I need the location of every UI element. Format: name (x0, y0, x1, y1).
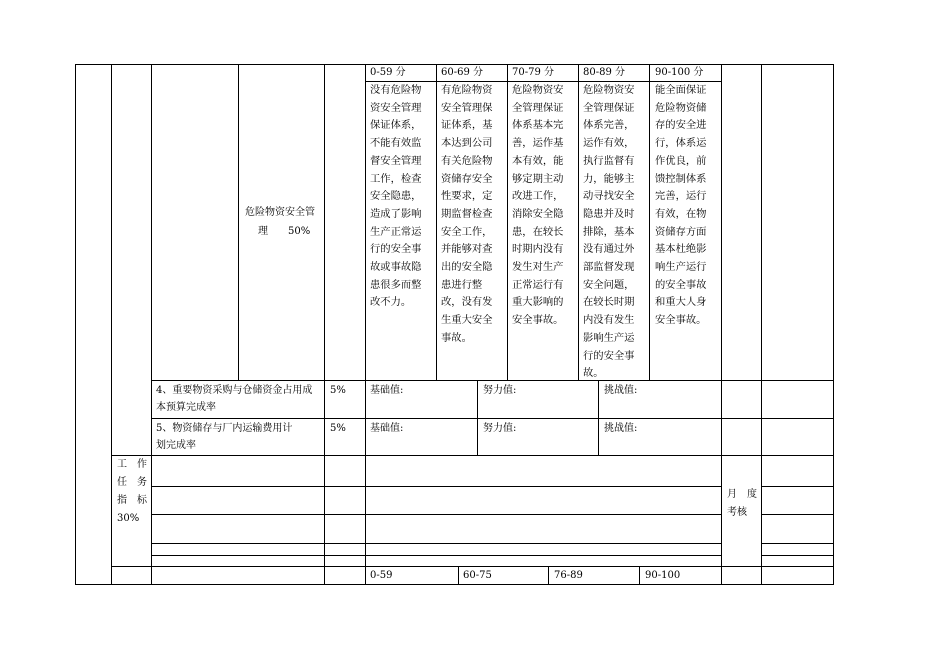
col-divider-weight-left (324, 64, 325, 585)
range-divider-1 (458, 566, 459, 585)
blank-row-1-bottom (151, 486, 721, 487)
monthly-review-line2: 考核 (727, 507, 747, 518)
desc-line: 影响生产运 (583, 331, 635, 344)
desc-line: 期监督检查 (441, 207, 493, 220)
desc-line: 部监督发现 (583, 261, 635, 274)
desc-line: 行，体系运 (655, 137, 707, 150)
desc-line: 资储存安全 (441, 172, 493, 185)
desc-line: 保证体系， (370, 119, 422, 132)
indicator4-row-bottom (151, 418, 834, 419)
score-col-divider-1 (436, 64, 437, 381)
desc-line: 造成了影响 (370, 207, 422, 220)
table-left-border (75, 64, 76, 585)
desc-90-100 (655, 82, 719, 330)
desc-60-69 (441, 82, 505, 348)
blank-row-2-bottom (151, 514, 721, 515)
indicator5-name-line2: 划完成率 (156, 440, 196, 451)
indicator5-weight: 5% (330, 423, 346, 434)
desc-line: 本达到公司 (441, 137, 493, 150)
desc-line: 没有危险物 (370, 84, 422, 96)
desc-line: 证体系，基 (441, 119, 493, 132)
target-divider-2 (598, 380, 599, 456)
blank-row-3-bottom-right (761, 543, 834, 544)
desc-line: 资储存方面 (655, 225, 707, 238)
score-header-60-69: 60-69 分 (441, 67, 484, 78)
desc-80-89 (583, 82, 647, 383)
desc-line: 馈控制体系 (655, 172, 707, 185)
desc-line: 不能有效监 (370, 137, 422, 150)
bottom-range-76-89: 76-89 (554, 570, 583, 581)
desc-line: 的安全事故 (655, 278, 707, 291)
desc-line: 有关危险物 (441, 154, 493, 167)
desc-line: 消除安全隐 (512, 207, 564, 220)
desc-line: 安全隐患， (370, 190, 422, 203)
indicator5-challenge-value: 挑战值: (604, 423, 638, 434)
desc-0-59 (370, 82, 434, 312)
hazard-label-line2: 理 50% (258, 226, 311, 237)
desc-line: 全管理保证 (583, 101, 635, 114)
desc-line: 体系完善， (583, 119, 635, 132)
desc-line: 力，能够主 (583, 172, 635, 185)
desc-line: 改进工作， (512, 190, 564, 203)
score-col-divider-3 (578, 64, 579, 381)
indicator5-effort-value: 努力值: (483, 423, 517, 434)
monthly-review-line1: 月 度 (727, 489, 757, 500)
indicator5-name-line1: 5、物资储存与厂内运输费用计 (156, 423, 293, 434)
indicator4-name-line1: 4、重要物资采购与仓储资金占用成 (156, 385, 313, 396)
desc-line: 运作有效， (583, 137, 635, 150)
desc-line: 工作，检查 (370, 172, 422, 185)
desc-line: 善，运作基 (512, 137, 564, 150)
work-task-line3: 指 标 (117, 495, 147, 506)
blank-row-4-bottom-right (761, 555, 834, 556)
desc-line: 生重大安全 (441, 314, 493, 327)
desc-line: 故或事故隐 (370, 261, 422, 274)
range-divider-3 (639, 566, 640, 585)
desc-line: 生产正常运 (370, 225, 422, 238)
indicator4-weight: 5% (330, 385, 346, 396)
work-task-line1: 工 作 (117, 459, 147, 470)
desc-line: 发生对生产 (512, 261, 564, 274)
score-col-divider-4 (649, 64, 650, 381)
desc-line: 和重大人身 (655, 296, 707, 309)
desc-line: 作优良，前 (655, 154, 707, 167)
blank-row-2-bottom-right (761, 514, 834, 515)
col-divider-review-left (721, 64, 722, 585)
desc-line: 性要求，定 (441, 190, 493, 203)
hazard-label-line1: 危险物资安全管 (245, 207, 315, 218)
desc-line: 患很多而整 (370, 278, 422, 291)
desc-line: 改不力。 (370, 296, 412, 309)
target-divider-1 (477, 380, 478, 456)
indicator4-base-value: 基础值: (370, 385, 404, 396)
desc-line: 安全事故。 (512, 314, 564, 327)
bottom-range-60-75: 60-75 (463, 570, 492, 581)
score-header-90-100: 90-100 分 (655, 67, 704, 78)
score-header-70-79: 70-79 分 (512, 67, 555, 78)
score-col-divider-2 (507, 64, 508, 381)
desc-line: 没有通过外 (583, 243, 635, 256)
desc-70-79 (512, 82, 576, 330)
col-divider-hazard-label (238, 64, 239, 381)
desc-line: 执行监督有 (583, 154, 635, 167)
desc-line: 体系基本完 (512, 119, 564, 132)
desc-line: 行的安全事 (583, 349, 635, 362)
desc-line: 本有效，能 (512, 154, 564, 167)
desc-line: 安全工作， (441, 225, 493, 238)
desc-line: 在较长时期 (583, 296, 635, 309)
desc-line: 危险物资储 (655, 101, 707, 114)
desc-line: 基本杜绝影 (655, 243, 707, 256)
blank-row-4-bottom (151, 555, 721, 556)
desc-line: 有危险物资 (441, 84, 493, 96)
desc-line: 安全事故。 (655, 314, 707, 327)
desc-line: 够定期主动 (512, 172, 564, 185)
desc-line: 资安全管理 (370, 101, 422, 114)
blank-row-1-bottom-right (761, 486, 834, 487)
desc-line: 排除，基本 (583, 225, 635, 238)
desc-line: 有效，在物 (655, 207, 707, 220)
indicator5-row-bottom (111, 455, 834, 456)
range-divider-2 (548, 566, 549, 585)
indicator4-name-line2: 本预算完成率 (156, 402, 216, 413)
desc-line: 危险物资安 (512, 84, 564, 96)
desc-line: 正常运行有 (512, 278, 564, 291)
desc-line: 故。 (583, 367, 604, 380)
col-divider-1 (111, 64, 112, 585)
desc-line: 安全问题， (583, 278, 635, 291)
indicator4-effort-value: 努力值: (483, 385, 517, 396)
table-right-border (833, 64, 834, 585)
col-divider-review-right (761, 64, 762, 585)
desc-line: 全管理保证 (512, 101, 564, 114)
desc-line: 能全面保证 (655, 84, 707, 96)
desc-line: 并能够对查 (441, 243, 493, 256)
score-header-0-59: 0-59 分 (370, 67, 406, 78)
desc-line: 完善，运行 (655, 190, 707, 203)
desc-line: 安全管理保 (441, 101, 493, 114)
desc-line: 事故。 (441, 331, 472, 344)
work-task-block-bottom (111, 566, 834, 567)
desc-line: 改，没有发 (441, 296, 493, 309)
blank-row-3-bottom (151, 543, 721, 544)
hazard-row-bottom (151, 380, 834, 381)
col-divider-2 (151, 64, 152, 585)
desc-line: 内没有发生 (583, 314, 635, 327)
indicator4-challenge-value: 挑战值: (604, 385, 638, 396)
desc-line: 动寻找安全 (583, 190, 635, 203)
work-task-line2: 任 务 (117, 477, 147, 488)
desc-line: 出的安全隐 (441, 261, 493, 274)
desc-line: 患，在较长 (512, 225, 564, 238)
desc-line: 患进行整 (441, 278, 483, 291)
indicator5-base-value: 基础值: (370, 423, 404, 434)
desc-line: 督安全管理 (370, 154, 422, 167)
desc-line: 时期内没有 (512, 243, 564, 256)
desc-line: 隐患并及时 (583, 207, 635, 220)
desc-line: 行的安全事 (370, 243, 422, 256)
col-divider-weight-right (365, 64, 366, 585)
score-header-80-89: 80-89 分 (583, 67, 626, 78)
bottom-range-90-100: 90-100 (645, 570, 681, 581)
desc-line: 重大影响的 (512, 296, 564, 309)
bottom-range-0-59: 0-59 (370, 570, 393, 581)
desc-line: 危险物资安 (583, 84, 635, 96)
desc-line: 响生产运行 (655, 261, 707, 274)
work-task-weight: 30% (117, 513, 140, 524)
desc-line: 存的安全进 (655, 119, 707, 132)
